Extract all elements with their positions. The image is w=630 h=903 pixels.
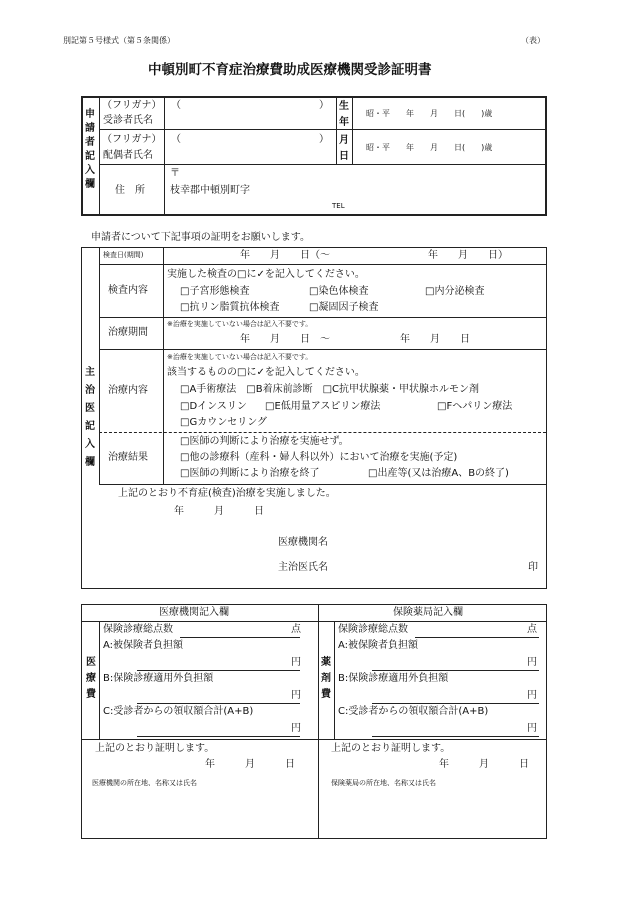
spouse-name-field[interactable] — [180, 149, 330, 163]
pharmacy-a-yen: 円 — [527, 657, 537, 668]
exam-period-to[interactable]: 年 月 日） — [428, 250, 508, 261]
paren-open-1: （ — [171, 100, 181, 111]
clinic-fee-header: 医療機関記入欄 — [159, 607, 229, 618]
clinic-c-label: C:受診者からの領収額合計(A+B) — [103, 706, 254, 717]
postal-mark: 〒 — [170, 168, 180, 179]
exam-item-uterine[interactable]: □子宮形態検査 — [180, 286, 250, 297]
furigana-label-1: （フリガナ） — [102, 100, 162, 111]
tel-label: TEL — [332, 202, 345, 210]
pharmacy-certify-text: 上記のとおり証明します。 — [331, 743, 451, 754]
treatment-option-insulin[interactable]: □Dインスリン — [180, 401, 247, 412]
address-value[interactable]: 枝幸郡中頓別町字 — [170, 185, 250, 196]
clinic-a-label: A:被保険者負担額 — [103, 640, 184, 651]
exam-item-antiphospholipid[interactable]: □抗リン脂質抗体検査 — [180, 302, 280, 313]
result-other-department[interactable]: □他の診療科（産科・婦人科以外）において治療を実施(予定) — [180, 452, 458, 463]
treatment-period-note: ※治療を実施していない場合は記入不要です。 — [167, 320, 313, 328]
treatment-period-from[interactable]: 年 月 日 ～ — [240, 334, 330, 345]
treatment-option-aspirin[interactable]: □E低用量アスピリン療法 — [265, 401, 381, 412]
exam-item-coagulation[interactable]: □凝固因子検査 — [309, 302, 379, 313]
clinic-total-points-label: 保険診療総点数 — [103, 624, 173, 635]
pharmacy-fee-header: 保険薬局記入欄 — [393, 607, 463, 618]
paren-close-1: ） — [319, 100, 329, 111]
pharmacy-certify-date[interactable]: 年 月 日 — [439, 759, 529, 770]
form-number: 別記第５号様式（第５条関係） — [63, 36, 175, 45]
treatment-option-counseling[interactable]: □Gカウンセリング — [180, 417, 267, 428]
spouse-birthdate[interactable]: 昭・平 年 月 日( )歳 — [366, 143, 493, 152]
patient-birthdate[interactable]: 昭・平 年 月 日( )歳 — [366, 109, 493, 118]
pharmacy-c-label: C:受診者からの領収額合計(A+B) — [338, 706, 489, 717]
pharmacy-signature-label: 保険薬局の所在地、名称又は氏名 — [331, 779, 436, 787]
exam-content-label: 検査内容 — [108, 285, 148, 296]
patient-name-label: 受診者氏名 — [103, 115, 153, 126]
request-text: 申請者について下記事項の証明をお願いします。 — [91, 232, 310, 243]
pharmacy-b-yen: 円 — [527, 690, 537, 701]
clinic-a-yen: 円 — [291, 657, 301, 668]
result-birth[interactable]: □出産等(又は治療A、Bの終了) — [368, 468, 509, 479]
page-side-label: （表） — [521, 36, 545, 45]
confirmation-text: 上記のとおり不育症(検査)治療を実施しました。 — [118, 488, 336, 499]
treatment-period-label: 治療期間 — [108, 327, 148, 338]
exam-item-chromosome[interactable]: □染色体検査 — [309, 286, 369, 297]
treatment-note: ※治療を実施していない場合は記入不要です。 — [167, 353, 313, 361]
treatment-options-row1[interactable]: □A手術療法 □B着床前診断 □C抗甲状腺薬・甲状腺ホルモン剤 — [180, 384, 480, 395]
institution-name-label: 医療機関名 — [278, 537, 328, 548]
treatment-option-heparin[interactable]: □Fヘパリン療法 — [437, 401, 513, 412]
furigana-label-2: （フリガナ） — [102, 134, 162, 145]
address-label: 住 所 — [115, 185, 145, 196]
result-ended[interactable]: □医師の判断により治療を終了 — [180, 468, 320, 479]
clinic-b-label: B:保険診療適用外負担額 — [103, 673, 214, 684]
pharmacy-a-label: A:被保険者負担額 — [338, 640, 419, 651]
exam-period-label: 検査日(期間) — [103, 251, 144, 259]
treatment-period-to[interactable]: 年 月 日 — [400, 334, 470, 345]
clinic-signature-label: 医療機関の所在地、名称又は氏名 — [92, 779, 197, 787]
exam-period-from[interactable]: 年 月 日（～ — [240, 250, 330, 261]
patient-name-field[interactable] — [180, 114, 330, 128]
clinic-points-unit: 点 — [291, 624, 301, 635]
pharmacy-points-unit: 点 — [527, 624, 537, 635]
clinic-b-yen: 円 — [291, 690, 301, 701]
paren-open-2: （ — [171, 134, 181, 145]
exam-item-endocrine[interactable]: □内分泌検査 — [425, 286, 485, 297]
confirmation-date[interactable]: 年 月 日 — [174, 506, 264, 517]
clinic-c-yen: 円 — [291, 723, 301, 734]
exam-instruction: 実施した検査の□に✓を記入してください。 — [167, 269, 365, 280]
pharmacy-b-label: B:保険診療適用外負担額 — [338, 673, 449, 684]
treatment-result-label: 治療結果 — [108, 452, 148, 463]
clinic-certify-text: 上記のとおり証明します。 — [95, 743, 215, 754]
form-title: 中頓別町不育症治療費助成医療機関受診証明書 — [148, 62, 432, 78]
pharmacy-total-points-label: 保険診療総点数 — [338, 624, 408, 635]
treatment-instruction: 該当するものの□に✓を記入してください。 — [167, 367, 365, 378]
doctor-name-label: 主治医氏名 — [278, 562, 328, 573]
seal-mark: 印 — [528, 562, 538, 573]
paren-close-2: ） — [319, 134, 329, 145]
treatment-content-label: 治療内容 — [108, 385, 148, 396]
clinic-certify-date[interactable]: 年 月 日 — [205, 759, 295, 770]
result-not-performed[interactable]: □医師の判断により治療を実施せず。 — [180, 436, 349, 447]
pharmacy-c-yen: 円 — [527, 723, 537, 734]
spouse-name-label: 配偶者氏名 — [103, 150, 153, 161]
